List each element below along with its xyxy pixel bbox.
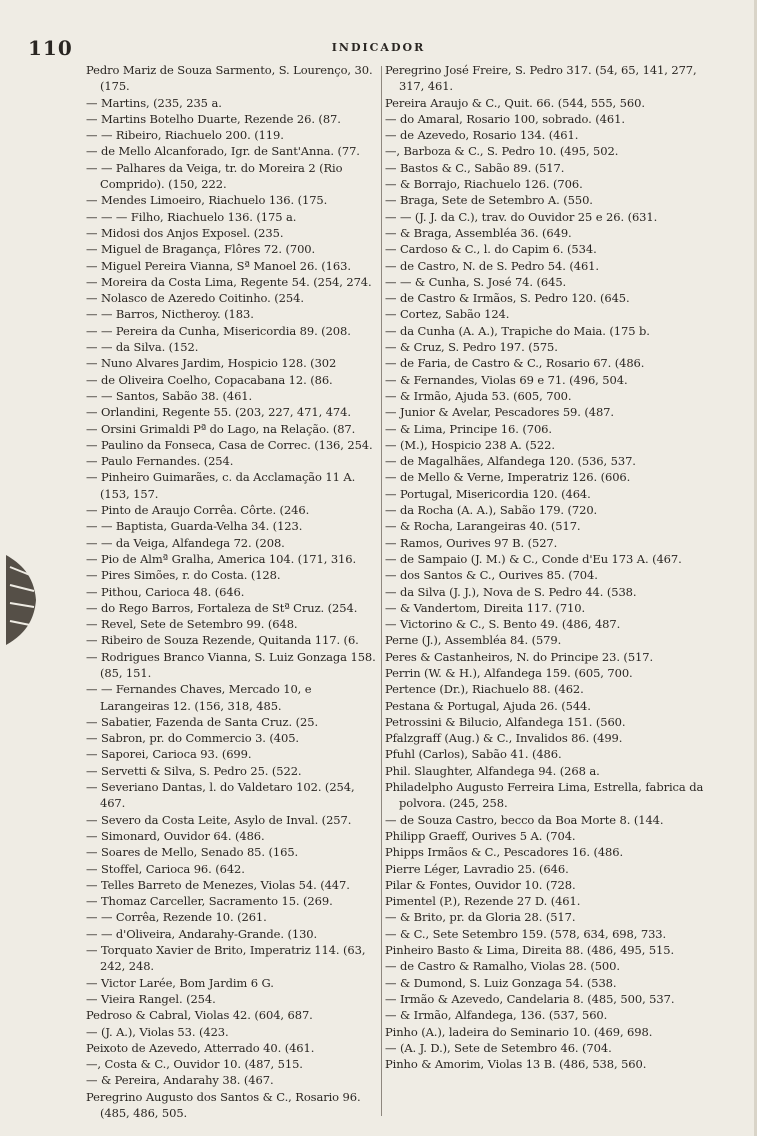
directory-entry: — Mendes Limoeiro, Riachuelo 136. (175. — [86, 193, 328, 208]
directory-entry: — de Souza Castro, becco da Boa Morte 8. (144. — [385, 812, 664, 827]
directory-entry: — de Mello Alcanforado, Igr. de Sant'Anna. (77. — [86, 144, 360, 159]
directory-entry: Philadelpho Augusto Ferreira Lima, Estrella, fabrica da polvora. (245, 258. — [385, 780, 704, 811]
directory-entry: — — da Silva. (152. — [86, 340, 199, 355]
directory-entry: — da Cunha (A. A.), Trapiche do Maia. (175 b. — [385, 323, 650, 338]
directory-entry: — & Rocha, Larangeiras 40. (517. — [385, 519, 581, 534]
page-header — [0, 30, 757, 60]
directory-entry: Pfuhl (Carlos), Sabão 41. (486. — [385, 747, 562, 762]
directory-entry: — — Fernandes Chaves, Mercado 10, e Larangeiras 12. (156, 318, 485. — [86, 682, 312, 713]
directory-entry: — Midosi dos Anjos Exposel. (235. — [86, 225, 284, 240]
directory-entry: — (A. J. D.), Sete de Setembro 46. (704. — [385, 1040, 612, 1055]
directory-entry: — — Pereira da Cunha, Misericordia 89. (208. — [86, 323, 351, 338]
directory-entry: — — (J. J. da C.), trav. do Ouvidor 25 e 26. (631. — [385, 209, 658, 224]
directory-entry: — de Azevedo, Rosario 134. (461. — [385, 128, 579, 143]
directory-entry: — Nolasco de Azeredo Coitinho. (254. — [86, 291, 304, 306]
directory-entry: — & Dumond, S. Luiz Gonzaga 54. (538. — [385, 975, 617, 990]
directory-entry: — Orlandini, Regente 55. (203, 227, 471, 474. — [86, 405, 351, 420]
directory-entry: Pierre Léger, Lavradio 25. (646. — [385, 861, 569, 876]
directory-entry: — & Borrajo, Riachuelo 126. (706. — [385, 177, 583, 192]
directory-entry: Peregrino José Freire, S. Pedro 317. (54, 65, 141, 277, 317, 461. — [385, 63, 697, 94]
directory-entry: — Victorino & C., S. Bento 49. (486, 487. — [385, 617, 621, 632]
directory-entry: — Servetti & Silva, S. Pedro 25. (522. — [86, 763, 302, 778]
directory-entry: — (M.), Hospicio 238 A. (522. — [385, 437, 555, 452]
directory-entry: Petrossini & Bilucio, Alfandega 151. (560. — [385, 714, 626, 729]
directory-entry: Philipp Graeff, Ourives 5 A. (704. — [385, 828, 576, 843]
directory-entry: — — da Veiga, Alfandega 72. (208. — [86, 535, 285, 550]
directory-entry: — Severo da Costa Leite, Asylo de Inval. (257. — [86, 812, 352, 827]
directory-entry: — — d'Oliveira, Andarahy-Grande. (130. — [86, 926, 318, 941]
directory-entry: — do Amaral, Rosario 100, sobrado. (461. — [385, 111, 625, 126]
directory-entry: — — Barros, Nictheroy. (183. — [86, 307, 254, 322]
directory-entry: — Revel, Sete de Setembro 99. (648. — [86, 617, 298, 632]
directory-entry: — Paulo Fernandes. (254. — [86, 454, 234, 469]
directory-entry: — Ribeiro de Souza Rezende, Quitanda 117. (6. — [86, 633, 359, 648]
column-divider — [381, 66, 382, 1116]
directory-entry: — Cardoso & C., l. do Capim 6. (534. — [385, 242, 597, 257]
left-column — [86, 62, 378, 1121]
directory-entry: — — Ribeiro, Riachuelo 200. (119. — [86, 128, 284, 143]
directory-entry: — Orsini Grimaldi Pª do Lago, na Relação. (87. — [86, 421, 356, 436]
directory-entry: — Soares de Mello, Senado 85. (165. — [86, 845, 299, 860]
directory-entry: — Nuno Alvares Jardim, Hospicio 128. (302 — [86, 356, 337, 371]
directory-entry: — Martins, (235, 235 a. — [86, 95, 222, 110]
directory-entry: Pilar & Fontes, Ouvidor 10. (728. — [385, 877, 576, 892]
directory-entry: — Moreira da Costa Lima, Regente 54. (254, 274. — [86, 274, 372, 289]
directory-entry: — — — Filho, Riachuelo 136. (175 a. — [86, 209, 297, 224]
directory-entry: — Stoffel, Carioca 96. (642. — [86, 861, 245, 876]
directory-entry: Peregrino Augusto dos Santos & C., Rosario 96. (485, 486, 505. — [86, 1089, 361, 1120]
directory-entry: — Braga, Sete de Setembro A. (550. — [385, 193, 593, 208]
directory-entry: — Simonard, Ouvidor 64. (486. — [86, 828, 265, 843]
directory-entry: — & Lima, Principe 16. (706. — [385, 421, 552, 436]
directory-entry: — & Brito, pr. da Gloria 28. (517. — [385, 910, 576, 925]
directory-entry: — & Irmão, Alfandega, 136. (537, 560. — [385, 1008, 608, 1023]
directory-entry: — Saporei, Carioca 93. (699. — [86, 747, 252, 762]
directory-entry: — — Santos, Sabão 38. (461. — [86, 388, 253, 403]
directory-entry: — Paulino da Fonseca, Casa de Correc. (136, 254. — [86, 437, 373, 452]
directory-entry: — Miguel Pereira Vianna, Sª Manoel 26. (163. — [86, 258, 351, 273]
directory-entry: — do Rego Barros, Fortaleza de Stª Cruz. (254. — [86, 600, 358, 615]
directory-entry: — de Faria, de Castro & C., Rosario 67. (486. — [385, 356, 645, 371]
directory-entry: — Junior & Avelar, Pescadores 59. (487. — [385, 405, 614, 420]
directory-entry: — de Castro, N. de S. Pedro 54. (461. — [385, 258, 599, 273]
directory-entry: — Pinheiro Guimarães, c. da Acclamação 11 A. (153, 157. — [86, 470, 356, 501]
directory-entry: — & Vandertom, Direita 117. (710. — [385, 600, 586, 615]
directory-entry: — Sabatier, Fazenda de Santa Cruz. (25. — [86, 714, 319, 729]
directory-entry: —, Barboza & C., S. Pedro 10. (495, 502. — [385, 144, 619, 159]
directory-entry: — Pinto de Araujo Corrêa. Côrte. (246. — [86, 503, 310, 518]
directory-entry: — Severiano Dantas, l. do Valdetaro 102. (254, 467. — [86, 780, 355, 811]
directory-entry: — Vieira Rangel. (254. — [86, 991, 216, 1006]
directory-entry: Pfalzgraff (Aug.) & C., Invalidos 86. (499. — [385, 731, 623, 746]
directory-entry: Pedro Mariz de Souza Sarmento, S. Lourenço, 30. (175. — [86, 63, 373, 94]
directory-entry: — Thomaz Carceller, Sacramento 15. (269. — [86, 894, 333, 909]
directory-entry: — Sabron, pr. do Commercio 3. (405. — [86, 731, 299, 746]
directory-entry: — de Castro & Irmãos, S. Pedro 120. (645. — [385, 291, 630, 306]
directory-entry: Pinheiro Basto & Lima, Direita 88. (486, 495, 515. — [385, 943, 675, 958]
directory-entry: Pinho (A.), ladeira do Seminario 10. (469, 698. — [385, 1024, 653, 1039]
page-title: INDICADOR — [331, 41, 426, 54]
directory-entry: — de Mello & Verne, Imperatriz 126. (606. — [385, 470, 631, 485]
directory-entry: Pimentel (P.), Rezende 27 D. (461. — [385, 894, 581, 909]
directory-entry: — Ramos, Ourives 97 B. (527. — [385, 535, 558, 550]
directory-entry: — Rodrigues Branco Vianna, S. Luiz Gonzaga 158. (85, 151. — [86, 649, 376, 680]
directory-entry: — Portugal, Misericordia 120. (464. — [385, 486, 591, 501]
directory-entry: — da Silva (J. J.), Nova de S. Pedro 44. (538. — [385, 584, 637, 599]
directory-entry: — Irmão & Azevedo, Candelaria 8. (485, 500, 537. — [385, 991, 675, 1006]
directory-entry: — de Oliveira Coelho, Copacabana 12. (86. — [86, 372, 333, 387]
directory-entry: — de Magalhães, Alfandega 120. (536, 537. — [385, 454, 636, 469]
directory-entry: Perrin (W. & H.), Alfandega 159. (605, 700. — [385, 665, 633, 680]
directory-entry: Pertence (Dr.), Riachuelo 88. (462. — [385, 682, 584, 697]
directory-entry: — Victor Larée, Bom Jardim 6 G. — [86, 975, 274, 990]
directory-entry: Phipps Irmãos & C., Pescadores 16. (486. — [385, 845, 624, 860]
directory-entry: — & Pereira, Andarahy 38. (467. — [86, 1073, 274, 1088]
page-number: 110 — [28, 36, 73, 60]
directory-entry: — Cortez, Sabão 124. — [385, 307, 510, 322]
binding-mark-icon — [0, 545, 40, 655]
directory-entry: Phil. Slaughter, Alfandega 94. (268 a. — [385, 763, 600, 778]
directory-entry: —, Costa & C., Ouvidor 10. (487, 515. — [86, 1057, 303, 1072]
directory-entry: Pinho & Amorim, Violas 13 B. (486, 538, 560. — [385, 1057, 647, 1072]
directory-entry: — Torquato Xavier de Brito, Imperatriz 114. (63, 242, 248. — [86, 943, 366, 974]
directory-entry: — de Sampaio (J. M.) & C., Conde d'Eu 173 A. (467. — [385, 551, 682, 566]
directory-entry: — & Braga, Assembléa 36. (649. — [385, 225, 572, 240]
directory-entry: Peixoto de Azevedo, Atterrado 40. (461. — [86, 1040, 315, 1055]
directory-entry: Perne (J.), Assembléa 84. (579. — [385, 633, 562, 648]
directory-entry: — dos Santos & C., Ourives 85. (704. — [385, 568, 598, 583]
directory-entry: — & Cruz, S. Pedro 197. (575. — [385, 340, 558, 355]
directory-entry: — Miguel de Bragança, Flôres 72. (700. — [86, 242, 316, 257]
directory-entry: Pestana & Portugal, Ajuda 26. (544. — [385, 698, 591, 713]
directory-entry: — (J. A.), Violas 53. (423. — [86, 1024, 229, 1039]
directory-entry: — Pio de Almª Gralha, America 104. (171, 316. — [86, 551, 357, 566]
directory-entry: — & Irmão, Ajuda 53. (605, 700. — [385, 388, 572, 403]
directory-entry: — — Palhares da Veiga, tr. do Moreira 2 (Rio Comprido). (150, 222. — [86, 160, 343, 192]
directory-entry: — de Castro & Ramalho, Violas 28. (500. — [385, 959, 620, 974]
directory-entry: — Bastos & C., Sabão 89. (517. — [385, 160, 565, 175]
directory-entry: — — Baptista, Guarda-Velha 34. (123. — [86, 519, 303, 534]
directory-entry: — Telles Barreto de Menezes, Violas 54. (447. — [86, 877, 350, 892]
directory-entry: Pedroso & Cabral, Violas 42. (604, 687. — [86, 1008, 313, 1023]
directory-entry: — da Rocha (A. A.), Sabão 179. (720. — [385, 503, 598, 518]
directory-entry: — & C., Sete Setembro 159. (578, 634, 698, 733. — [385, 926, 667, 941]
directory-entry: — — & Cunha, S. José 74. (645. — [385, 274, 567, 289]
directory-entry: — Martins Botelho Duarte, Rezende 26. (87. — [86, 111, 341, 126]
right-column — [385, 62, 707, 1072]
directory-entry: — Pires Simões, r. do Costa. (128. — [86, 568, 281, 583]
directory-entry: — & Fernandes, Violas 69 e 71. (496, 504. — [385, 372, 628, 387]
directory-entry: — — Corrêa, Rezende 10. (261. — [86, 910, 267, 925]
directory-entry: Peres & Castanheiros, N. do Principe 23. (517. — [385, 649, 654, 664]
directory-entry: — Pithou, Carioca 48. (646. — [86, 584, 245, 599]
directory-entry: Pereira Araujo & C., Quit. 66. (544, 555, 560. — [385, 95, 645, 110]
